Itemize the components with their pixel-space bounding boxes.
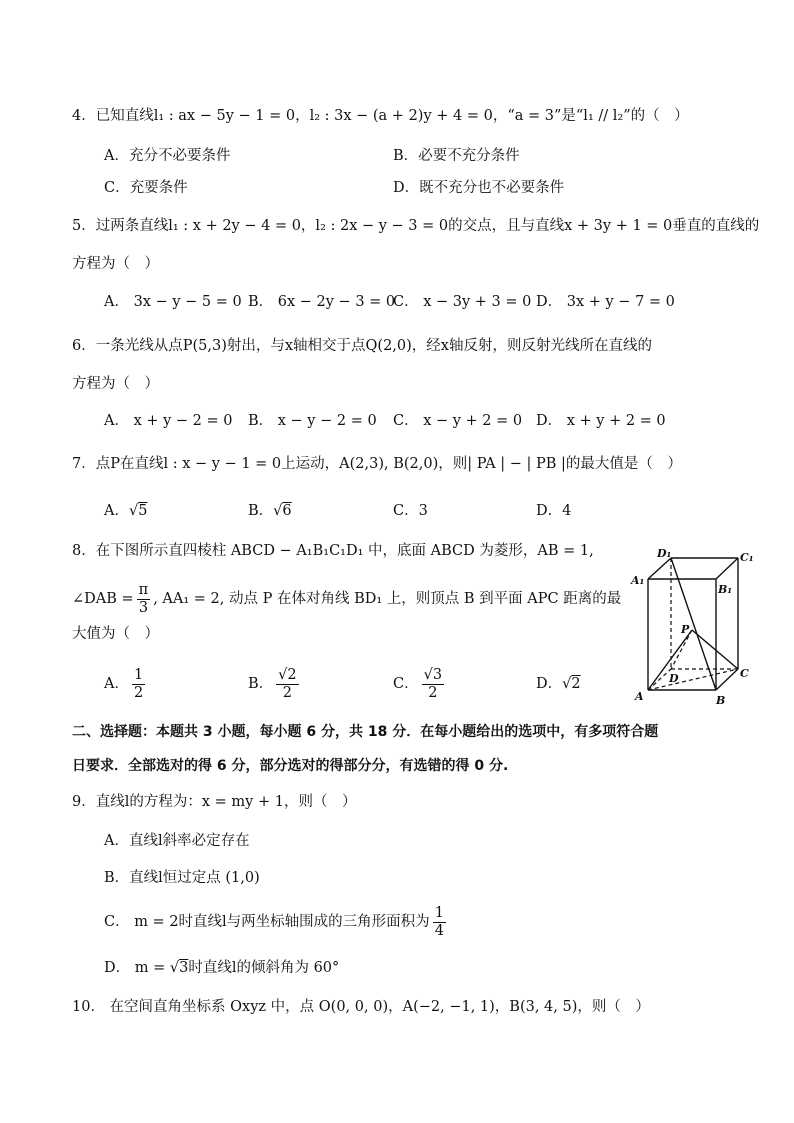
label-a: A bbox=[635, 690, 644, 703]
q6-option-a: A． x + y − 2 = 0 bbox=[104, 413, 233, 429]
q7-option-b-prefix: B．√ bbox=[248, 503, 283, 519]
q9-option-c-den: 4 bbox=[434, 922, 444, 939]
q8-stem-line2 bbox=[72, 580, 621, 618]
q8-angle-label: ∠DAB = bbox=[72, 591, 134, 607]
q5-option-c: C． x − 3y + 3 = 0 bbox=[393, 294, 532, 310]
label-c1: C₁ bbox=[740, 551, 754, 564]
q7-option-d: D．4 bbox=[536, 503, 572, 519]
q8-option-b-fraction bbox=[276, 667, 298, 702]
label-c: C bbox=[740, 667, 749, 680]
q7-option-b bbox=[248, 501, 292, 521]
q4-option-d: D．既不充分也不必要条件 bbox=[393, 180, 565, 196]
q7-option-a bbox=[104, 501, 147, 521]
q8-option-a-num: 1 bbox=[133, 666, 144, 683]
q8-option-c-fraction bbox=[422, 667, 444, 702]
diagonal-bd1 bbox=[671, 558, 716, 690]
q4-option-c: C．充要条件 bbox=[104, 180, 188, 196]
q8-option-c-num: √3 bbox=[423, 666, 443, 683]
q9-option-c-fraction bbox=[433, 905, 446, 940]
q8-option-b-den: 2 bbox=[282, 684, 292, 701]
q9-option-a: A．直线l斜率必定存在 bbox=[104, 833, 250, 849]
q8-option-a-fraction bbox=[132, 667, 145, 702]
q7-option-a-radicand: 5 bbox=[138, 503, 148, 519]
q9-option-d-rest: 时直线l的倾斜角为 60° bbox=[188, 960, 340, 976]
q8-option-b bbox=[248, 664, 302, 704]
q5-stem-line2: 方程为（ ） bbox=[72, 256, 159, 272]
q9-option-d-prefix: D． m = √ bbox=[104, 960, 180, 976]
q8-stem-line2-rest: , AA₁ = 2, 动点 P 在体对角线 BD₁ 上，则顶点 B 到平面 APC 距离的最 bbox=[153, 591, 622, 607]
q8-stem-line3: 大值为（ ） bbox=[72, 626, 159, 642]
q5-option-d: D． 3x + y − 7 = 0 bbox=[536, 294, 675, 310]
label-d: D bbox=[669, 672, 679, 685]
q9-stem: 9．直线l的方程为：x = my + 1，则（ ） bbox=[72, 794, 357, 810]
q8-option-d bbox=[536, 674, 581, 694]
hidden-edge-a-d bbox=[648, 669, 671, 690]
q6-stem-line1: 6．一条光线从点P(5,3)射出，与x轴相交于点Q(2,0)，经x轴反射，则反射光线所在直线的 bbox=[72, 338, 652, 354]
q4-stem: 4．已知直线l₁ : ax − 5y − 1 = 0，l₂ : 3x − (a + 2)y + 4 = 0，“a = 3”是“l₁ // l₂”的（ ） bbox=[72, 108, 689, 124]
q8-option-d-radicand: 2 bbox=[571, 676, 581, 692]
q8-option-b-num: √2 bbox=[278, 666, 297, 683]
label-p: P bbox=[681, 623, 690, 636]
q8-angle-fraction bbox=[137, 582, 151, 617]
q9-option-c bbox=[104, 902, 449, 942]
q9-option-b: B．直线l恒过定点 (1,0) bbox=[104, 870, 260, 886]
q8-option-a-label: A． bbox=[104, 676, 129, 692]
q5-option-a: A． 3x − y − 5 = 0 bbox=[104, 294, 242, 310]
label-b: B bbox=[716, 694, 726, 706]
q7-option-b-radicand: 6 bbox=[282, 503, 292, 519]
q6-option-b: B． x − y − 2 = 0 bbox=[248, 413, 377, 429]
q8-option-c-label: C． bbox=[393, 676, 419, 692]
q8-option-c bbox=[393, 664, 447, 704]
edge-a1-d1 bbox=[648, 558, 671, 579]
q7-stem: 7．点P在直线l : x − y − 1 = 0上运动，A(2,3), B(2,0)，则| PA | − | PB |的最大值是（ ） bbox=[72, 456, 682, 472]
q6-option-c: C． x − y + 2 = 0 bbox=[393, 413, 523, 429]
label-b1: B₁ bbox=[718, 583, 733, 596]
q8-option-a bbox=[104, 664, 148, 704]
q6-stem-line2: 方程为（ ） bbox=[72, 376, 159, 392]
q7-option-c: C．3 bbox=[393, 503, 428, 519]
label-a1: A₁ bbox=[631, 574, 645, 587]
q9-option-d-radicand: 3 bbox=[179, 960, 189, 976]
q8-option-d-prefix: D．√ bbox=[536, 676, 572, 692]
q9-option-d bbox=[104, 958, 339, 978]
q8-option-b-label: B． bbox=[248, 676, 274, 692]
q8-option-c-den: 2 bbox=[428, 684, 438, 701]
q4-option-b: B．必要不充分条件 bbox=[393, 148, 520, 164]
q5-stem-line1: 5．过两条直线l₁ : x + 2y − 4 = 0，l₂ : 2x − y − 3 = 0的交点，且与直线x + 3y + 1 = 0垂直的直线的 bbox=[72, 218, 760, 234]
q9-option-c-num: 1 bbox=[434, 904, 444, 921]
segment-p-c bbox=[692, 630, 738, 669]
edge-b1-c1 bbox=[716, 558, 738, 579]
q8-angle-numerator: π bbox=[138, 581, 149, 598]
q4-option-a: A．充分不必要条件 bbox=[104, 148, 231, 164]
prism-figure bbox=[626, 544, 762, 706]
q8-option-a-den: 2 bbox=[133, 684, 144, 701]
q7-option-a-prefix: A．√ bbox=[104, 503, 139, 519]
q8-angle-denominator: 3 bbox=[138, 599, 149, 616]
label-d1: D₁ bbox=[657, 547, 672, 560]
q6-option-d: D． x + y + 2 = 0 bbox=[536, 413, 666, 429]
q10-stem: 10． 在空间直角坐标系 Oxyz 中，点 O(0, 0, 0)，A(−2, −1, 1)，B(3, 4, 5)，则（ ） bbox=[72, 999, 650, 1015]
q5-option-b: B． 6x − 2y − 3 = 0 bbox=[248, 294, 396, 310]
section2-line2: 日要求．全部选对的得 6 分，部分选对的得部分分，有选错的得 0 分. bbox=[72, 758, 509, 774]
q8-stem-line1: 8．在下图所示直四棱柱 ABCD − A₁B₁C₁D₁ 中，底面 ABCD 为菱形，AB = 1, bbox=[72, 543, 594, 559]
section2-line1: 二、选择题：本题共 3 小题，每小题 6 分，共 18 分．在每小题给出的选项中，有多项符合题 bbox=[72, 724, 659, 740]
q9-option-c-text: C． m = 2时直线l与两坐标轴围成的三角形面积为 bbox=[104, 914, 430, 930]
